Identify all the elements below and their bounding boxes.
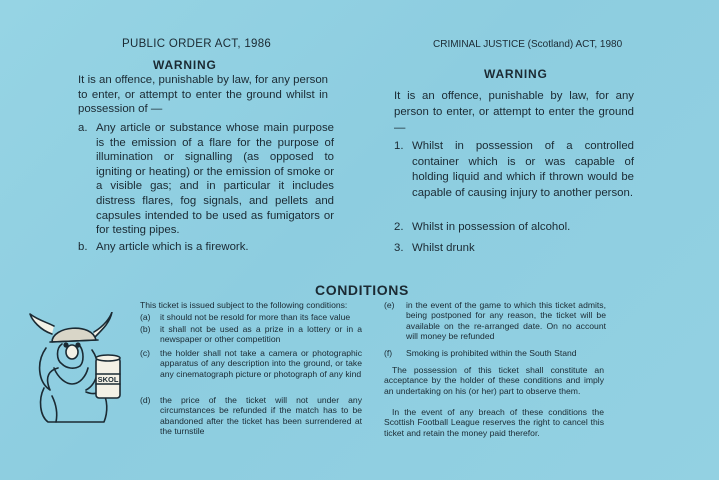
- conditions-heading: CONDITIONS: [315, 282, 409, 298]
- left-warning-intro: It is an offence, punishable by law, for any person to enter, or attempt to enter the ground whilst in possession of —: [78, 74, 328, 116]
- breach-paragraph: In the event of any breach of these conditions the Scottish Football League reserves the right to cancel this ticket and retain the money paid therefor.: [384, 407, 604, 438]
- item-text: Any article which is a firework.: [96, 241, 249, 253]
- condition-text: the holder shall not take a camera or photographic apparatus of any description into the ground, or take any cinematograph picture or photograph of any kind: [160, 348, 362, 379]
- right-item-1: [394, 139, 634, 201]
- item-text: Any article or substance whose main purpose is the emission of a flare for the purpose of illumination or signalling (as opposed to igniting or heating) or the emission of smoke or a visible gas; and in particular it includes distress flares, fog signals, and pellets and capsules intended to be used as fumigators or for testing pipes.: [96, 122, 334, 237]
- condition-c: [140, 348, 362, 379]
- item-label: 2.: [394, 221, 404, 233]
- condition-e: [384, 300, 606, 342]
- condition-label: (c): [140, 348, 151, 358]
- item-label: 3.: [394, 242, 404, 254]
- public-order-act-title: PUBLIC ORDER ACT, 1986: [122, 38, 272, 50]
- condition-text: in the event of the game to which this ticket admits, being postponed for any reason, the ticket will be available on the re-arranged date. On no account will money be refunded: [406, 300, 606, 342]
- condition-d: [140, 395, 362, 437]
- condition-label: (e): [384, 300, 395, 310]
- item-label: a.: [78, 122, 88, 134]
- condition-label: (b): [140, 324, 151, 334]
- item-label: b.: [78, 241, 88, 253]
- can-label: SKOL: [97, 375, 119, 384]
- right-item-3: [394, 241, 634, 256]
- condition-label: (a): [140, 312, 151, 322]
- condition-b: [140, 324, 362, 345]
- viking-mascot-icon: [22, 312, 130, 424]
- condition-text: it shall not be used as a prize in a lottery or in a newspaper or other competition: [160, 324, 362, 345]
- condition-a: [140, 312, 362, 322]
- item-label: 1.: [394, 140, 404, 152]
- acceptance-paragraph: The possession of this ticket shall constitute an acceptance by the holder of these conditions and imply an undertaking on his (or her) part to observe them.: [384, 365, 604, 396]
- right-warning-intro: It is an offence, punishable by law, for any person to enter, or attempt to enter the ground —: [394, 90, 634, 134]
- criminal-justice-act-title: CRIMINAL JUSTICE (Scotland) ACT, 1980: [433, 39, 623, 50]
- left-item-b: [78, 240, 334, 255]
- conditions-intro: This ticket is issued subject to the following conditions:: [140, 300, 348, 310]
- item-text: Whilst in possession of alcohol.: [412, 221, 571, 233]
- condition-label: (d): [140, 395, 151, 405]
- left-warning-heading: WARNING: [153, 58, 217, 72]
- condition-text: Smoking is prohibited within the South Stand: [406, 348, 577, 358]
- condition-label: (f): [384, 348, 393, 358]
- item-text: Whilst drunk: [412, 242, 475, 254]
- right-item-2: [394, 220, 634, 235]
- condition-text: it should not be resold for more than its face value: [160, 312, 351, 322]
- item-text: Whilst in possession of a controlled container which is or was capable of holding liquid and which if thrown would be capable of causing injury to another person.: [412, 140, 634, 199]
- left-item-a: [78, 121, 334, 238]
- condition-text: the price of the ticket will not under any circumstances be refunded if the match has to be abandoned after the ticket has been surrendered at the turnstile: [160, 395, 362, 437]
- right-warning-heading: WARNING: [484, 67, 548, 81]
- condition-f: [384, 348, 606, 358]
